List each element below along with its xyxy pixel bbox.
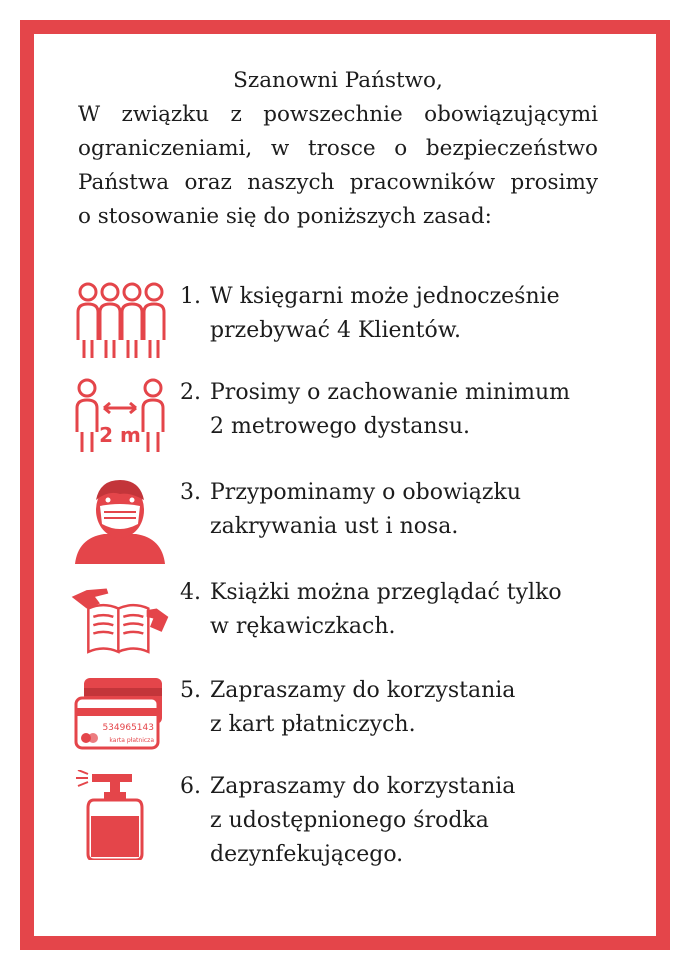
distance-2m-icon: [70, 376, 170, 466]
rule-number: 5.: [180, 678, 201, 703]
card-number: 534965143: [102, 723, 154, 733]
rule-number: 6.: [180, 774, 201, 799]
card-label: karta płatnicza: [109, 737, 154, 744]
rule-text: Książki można przeglądać tylko w rękawiczkach.: [210, 580, 562, 639]
rule-number: 3.: [180, 480, 201, 505]
rule-text: Zapraszamy do korzystania z kart płatniczych.: [210, 678, 516, 737]
greeting: Szanowni Państwo,: [233, 68, 443, 93]
rule-item: [70, 770, 610, 870]
rule-number: 4.: [180, 580, 201, 605]
rule-text: Przypominamy o obowiązku zakrywania ust i nosa.: [210, 480, 522, 539]
rule-number: 1.: [180, 284, 201, 309]
intro-line: ograniczeniami, w trosce o bezpieczeństwo: [78, 136, 598, 161]
rule-text: W księgarni może jednocześnie przebywać 4 Klientów.: [210, 284, 560, 343]
four-people-icon: [70, 280, 170, 370]
sanitizer-bottle-icon: [70, 770, 170, 860]
intro-line: Państwa oraz naszych pracowników prosimy: [78, 170, 598, 195]
distance-label: 2 m: [99, 423, 141, 447]
gloves-book-icon: [70, 576, 170, 666]
rule-item: [70, 674, 610, 774]
rule-text: Prosimy o zachowanie minimum 2 metrowego dystansu.: [210, 380, 571, 439]
rule-text: Zapraszamy do korzystania z udostępnionego środka dezynfekującego.: [210, 774, 516, 867]
face-mask-icon: [70, 476, 170, 566]
rule-item: [70, 280, 610, 380]
intro-line: o stosowanie się do poniższych zasad:: [78, 204, 492, 229]
rule-number: 2.: [180, 380, 201, 405]
rule-item: [70, 576, 610, 676]
intro-line: W związku z powszechnie obowiązującymi: [78, 102, 598, 127]
rule-item: [70, 476, 610, 576]
intro-block: [78, 64, 598, 234]
rule-item: [70, 376, 610, 476]
payment-card-icon: [70, 674, 170, 764]
